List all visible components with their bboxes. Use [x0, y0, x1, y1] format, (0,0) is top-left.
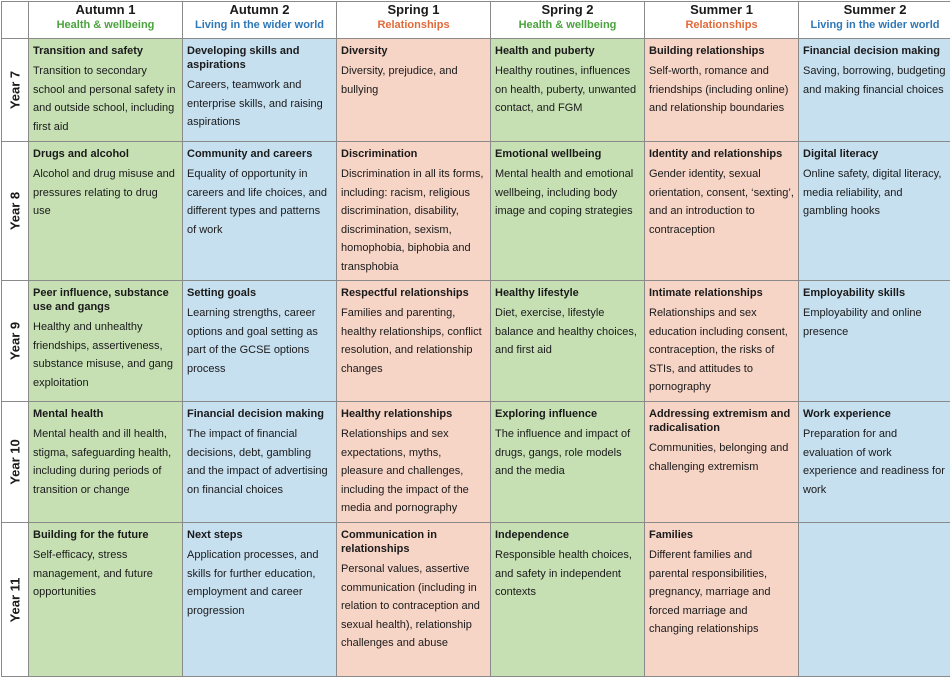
topic-description: Self-efficacy, stress management, and future opportunities [33, 546, 178, 602]
year-row-10 [2, 402, 950, 523]
topic-title: Healthy relationships [341, 407, 486, 421]
topic-title: Healthy lifestyle [495, 286, 640, 300]
topic-cell [645, 402, 799, 523]
topic-title: Diversity [341, 44, 486, 58]
topic-description: Relationships and sex education including consent, contraception, the risks of STIs, and attitudes to pornography [649, 304, 794, 397]
topic-cell [29, 281, 183, 402]
topic-cell [491, 402, 645, 523]
topic-title: Financial decision making [187, 407, 332, 421]
topic-description: Responsible health choices, and safety in independent contexts [495, 546, 640, 602]
term-theme: Relationships [645, 18, 798, 33]
topic-title: Emotional wellbeing [495, 147, 640, 161]
topic-description: Employability and online presence [803, 304, 947, 341]
topic-title: Work experience [803, 407, 947, 421]
topic-cell [183, 281, 337, 402]
topic-title: Peer influence, substance use and gangs [33, 286, 178, 314]
topic-description: Mental health and ill health, stigma, safeguarding health, including during periods of transition or change [33, 425, 178, 499]
empty-topic-cell [799, 523, 950, 677]
topic-title: Independence [495, 528, 640, 542]
year-label: Year 7 [8, 71, 23, 109]
topic-description: Gender identity, sexual orientation, consent, ‘sexting’, and an introduction to contraception [649, 165, 794, 239]
topic-description: The impact of financial decisions, debt, gambling and the impact of advertising on financial choices [187, 425, 332, 499]
topic-cell [491, 39, 645, 142]
term-theme: Living in the wider world [183, 18, 336, 33]
term-theme: Health & wellbeing [491, 18, 644, 33]
topic-description: Careers, teamwork and enterprise skills, and raising aspirations [187, 76, 332, 132]
topic-cell [799, 402, 950, 523]
topic-description: Diversity, prejudice, and bullying [341, 62, 486, 99]
topic-description: Discrimination in all its forms, including: racism, religious discrimination, disability, discrimination, sexism, homophobia, biphobia and transphobia [341, 165, 486, 276]
topic-title: Identity and relationships [649, 147, 794, 161]
topic-description: Healthy and unhealthy friendships, assertiveness, substance misuse, and gang exploitation [33, 318, 178, 392]
topic-title: Communication in relationships [341, 528, 486, 556]
topic-description: The influence and impact of drugs, gangs, role models and the media [495, 425, 640, 481]
topic-title: Transition and safety [33, 44, 178, 58]
topic-cell [183, 523, 337, 677]
year-label: Year 8 [8, 192, 23, 230]
topic-description: Mental health and emotional wellbeing, including body image and coping strategies [495, 165, 640, 221]
topic-cell [337, 523, 491, 677]
topic-cell [799, 39, 950, 142]
topic-description: Diet, exercise, lifestyle balance and healthy choices, and first aid [495, 304, 640, 360]
year-label-cell [2, 281, 29, 402]
topic-cell [645, 523, 799, 677]
topic-title: Drugs and alcohol [33, 147, 178, 161]
topic-title: Exploring influence [495, 407, 640, 421]
topic-title: Developing skills and aspirations [187, 44, 332, 72]
topic-cell [799, 142, 950, 281]
topic-cell [645, 281, 799, 402]
topic-description: Families and parenting, healthy relationships, conflict resolution, and relationship changes [341, 304, 486, 378]
year-row-8 [2, 142, 950, 281]
term-header-autumn-1 [29, 2, 183, 39]
topic-cell [29, 39, 183, 142]
topic-cell [29, 402, 183, 523]
term-title: Autumn 1 [29, 2, 182, 18]
topic-description: Communities, belonging and challenging extremism [649, 439, 794, 476]
topic-description: Saving, borrowing, budgeting and making financial choices [803, 62, 947, 99]
year-label: Year 9 [8, 322, 23, 360]
topic-title: Digital literacy [803, 147, 947, 161]
topic-cell [183, 39, 337, 142]
year-row-9 [2, 281, 950, 402]
topic-title: Families [649, 528, 794, 542]
topic-description: Relationships and sex expectations, myths, pleasure and challenges, including the impact of the media and pornography [341, 425, 486, 518]
topic-title: Employability skills [803, 286, 947, 300]
term-header-summer-2 [799, 2, 950, 39]
topic-title: Respectful relationships [341, 286, 486, 300]
topic-cell [29, 523, 183, 677]
topic-title: Setting goals [187, 286, 332, 300]
year-row-11 [2, 523, 950, 677]
topic-cell [337, 142, 491, 281]
curriculum-table [1, 1, 950, 677]
topic-cell [491, 281, 645, 402]
year-label: Year 10 [8, 439, 23, 485]
term-header-spring-2 [491, 2, 645, 39]
topic-cell [491, 523, 645, 677]
corner-cell [2, 2, 29, 39]
topic-cell [491, 142, 645, 281]
term-title: Summer 1 [645, 2, 798, 18]
topic-description: Learning strengths, career options and goal setting as part of the GCSE options process [187, 304, 332, 378]
header-row [2, 2, 950, 39]
topic-cell [645, 142, 799, 281]
topic-description: Self-worth, romance and friendships (including online) and relationship boundaries [649, 62, 794, 118]
topic-title: Discrimination [341, 147, 486, 161]
topic-cell [337, 402, 491, 523]
topic-description: Personal values, assertive communication (including in relation to contraception and sexual health), relationship challenges and abuse [341, 560, 486, 653]
topic-title: Health and puberty [495, 44, 640, 58]
term-header-spring-1 [337, 2, 491, 39]
term-title: Summer 2 [799, 2, 950, 18]
topic-title: Next steps [187, 528, 332, 542]
topic-cell [337, 39, 491, 142]
topic-description: Alcohol and drug misuse and pressures relating to drug use [33, 165, 178, 221]
topic-description: Preparation for and evaluation of work experience and readiness for work [803, 425, 947, 499]
topic-cell [799, 281, 950, 402]
year-row-7 [2, 39, 950, 142]
year-label-cell [2, 39, 29, 142]
term-title: Autumn 2 [183, 2, 336, 18]
topic-title: Building relationships [649, 44, 794, 58]
topic-description: Application processes, and skills for further education, employment and career progression [187, 546, 332, 620]
term-title: Spring 1 [337, 2, 490, 18]
topic-title: Community and careers [187, 147, 332, 161]
topic-description: Different families and parental responsibilities, pregnancy, marriage and forced marriage and changing relationships [649, 546, 794, 639]
year-label: Year 11 [8, 577, 23, 622]
year-label-cell [2, 523, 29, 677]
topic-description: Online safety, digital literacy, media reliability, and gambling hooks [803, 165, 947, 221]
topic-title: Addressing extremism and radicalisation [649, 407, 794, 435]
topic-description: Equality of opportunity in careers and life choices, and different types and patterns of work [187, 165, 332, 239]
term-theme: Living in the wider world [799, 18, 950, 33]
topic-cell [645, 39, 799, 142]
topic-title: Intimate relationships [649, 286, 794, 300]
topic-description: Transition to secondary school and personal safety in and outside school, including first aid [33, 62, 178, 136]
topic-cell [183, 142, 337, 281]
term-theme: Health & wellbeing [29, 18, 182, 33]
term-theme: Relationships [337, 18, 490, 33]
term-header-summer-1 [645, 2, 799, 39]
topic-cell [29, 142, 183, 281]
topic-title: Building for the future [33, 528, 178, 542]
topic-description: Healthy routines, influences on health, puberty, unwanted contact, and FGM [495, 62, 640, 118]
topic-title: Financial decision making [803, 44, 947, 58]
topic-cell [183, 402, 337, 523]
topic-cell [337, 281, 491, 402]
term-header-autumn-2 [183, 2, 337, 39]
year-label-cell [2, 402, 29, 523]
year-label-cell [2, 142, 29, 281]
topic-title: Mental health [33, 407, 178, 421]
term-title: Spring 2 [491, 2, 644, 18]
